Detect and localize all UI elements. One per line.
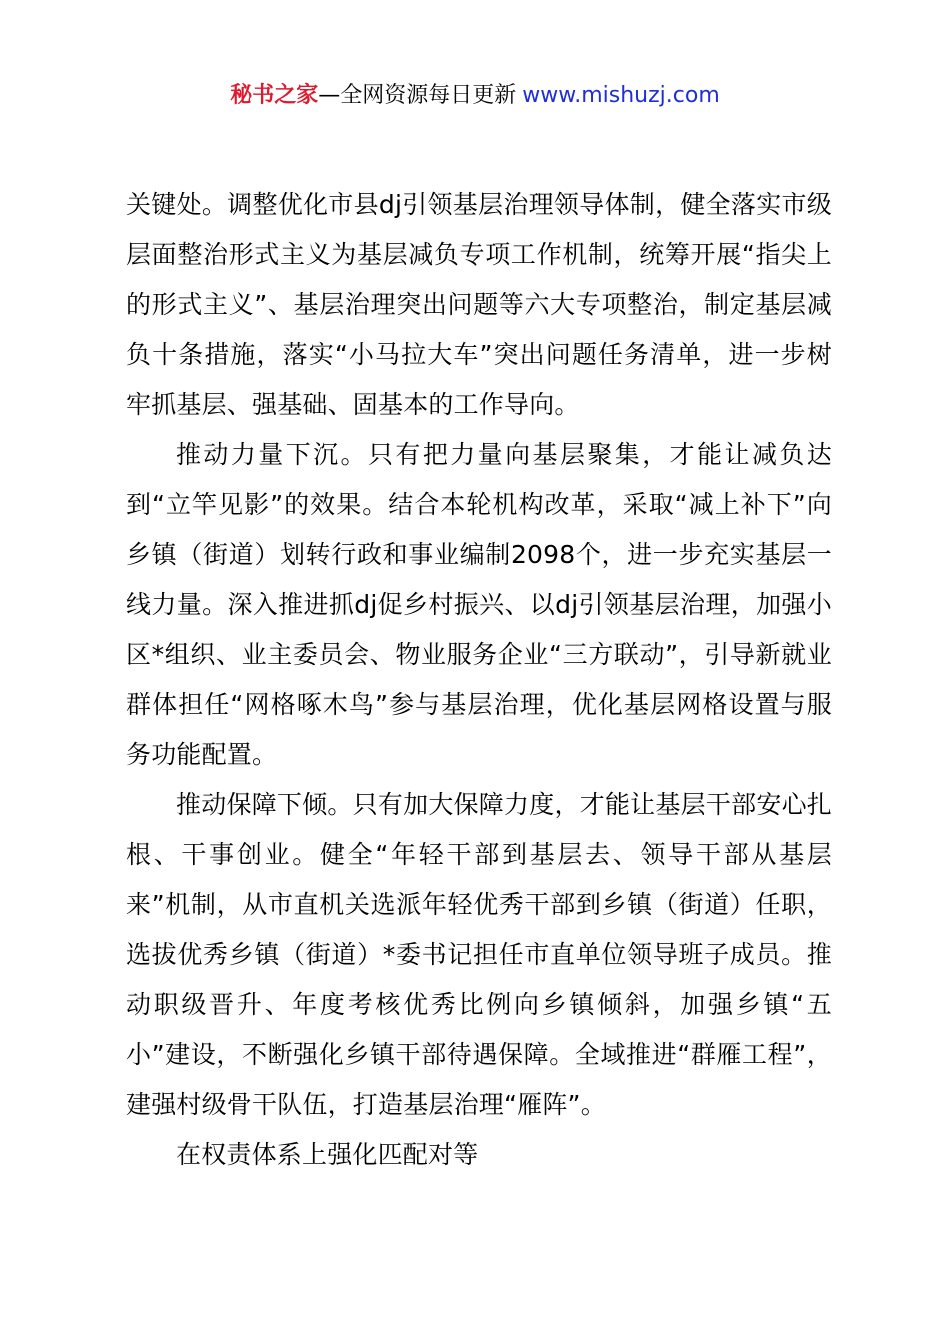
paragraph-2: 推动力量下沉。只有把力量向基层聚集，才能让减负达到“立竿见影”的效果。结合本轮机构改革，采取“减上补下”向乡镇（街道）划转行政和事业编制2098个，进一步充实基层一线力量。深入推进抓dj促乡村振兴、以dj引领基层治理，加强小区*组织、业主委员会、物业服务企业“三方联动”，引导新就业群体担任“网格啄木鸟”参与基层治理，优化基层网格设置与服务功能配置。 bbox=[126, 440, 832, 769]
site-url-link[interactable]: www.mishuzj.com bbox=[522, 83, 720, 108]
page-header bbox=[0, 80, 950, 112]
paragraph-3: 推动保障下倾。只有加大保障力度，才能让基层干部安心扎根、干事创业。健全“年轻干部到基层去、领导干部从基层来”机制，从市直机关选派年轻优秀干部到乡镇（街道）任职，选拔优秀乡镇（街道）*委书记担任市直单位领导班子成员。推动职级晋升、年度考核优秀比例向乡镇倾斜，加强乡镇“五小”建设，不断强化乡镇干部待遇保障。全域推进“群雁工程”，建强村级骨干队伍，打造基层治理“雁阵”。 bbox=[126, 790, 832, 1119]
document-body bbox=[126, 180, 832, 1180]
header-tagline: —全网资源每日更新 bbox=[318, 83, 517, 108]
brand-name: 秘书之家 bbox=[230, 83, 319, 108]
section-heading: 在权责体系上强化匹配对等 bbox=[176, 1140, 479, 1169]
paragraph-1: 关键处。调整优化市县dj引领基层治理领导体制，健全落实市级层面整治形式主义为基层减负专项工作机制，统筹开展“指尖上的形式主义”、基层治理突出问题等六大专项整治，制定基层减负十条措施，落实“小马拉大车”突出问题任务清单，进一步树牢抓基层、强基础、固基本的工作导向。 bbox=[126, 190, 832, 419]
